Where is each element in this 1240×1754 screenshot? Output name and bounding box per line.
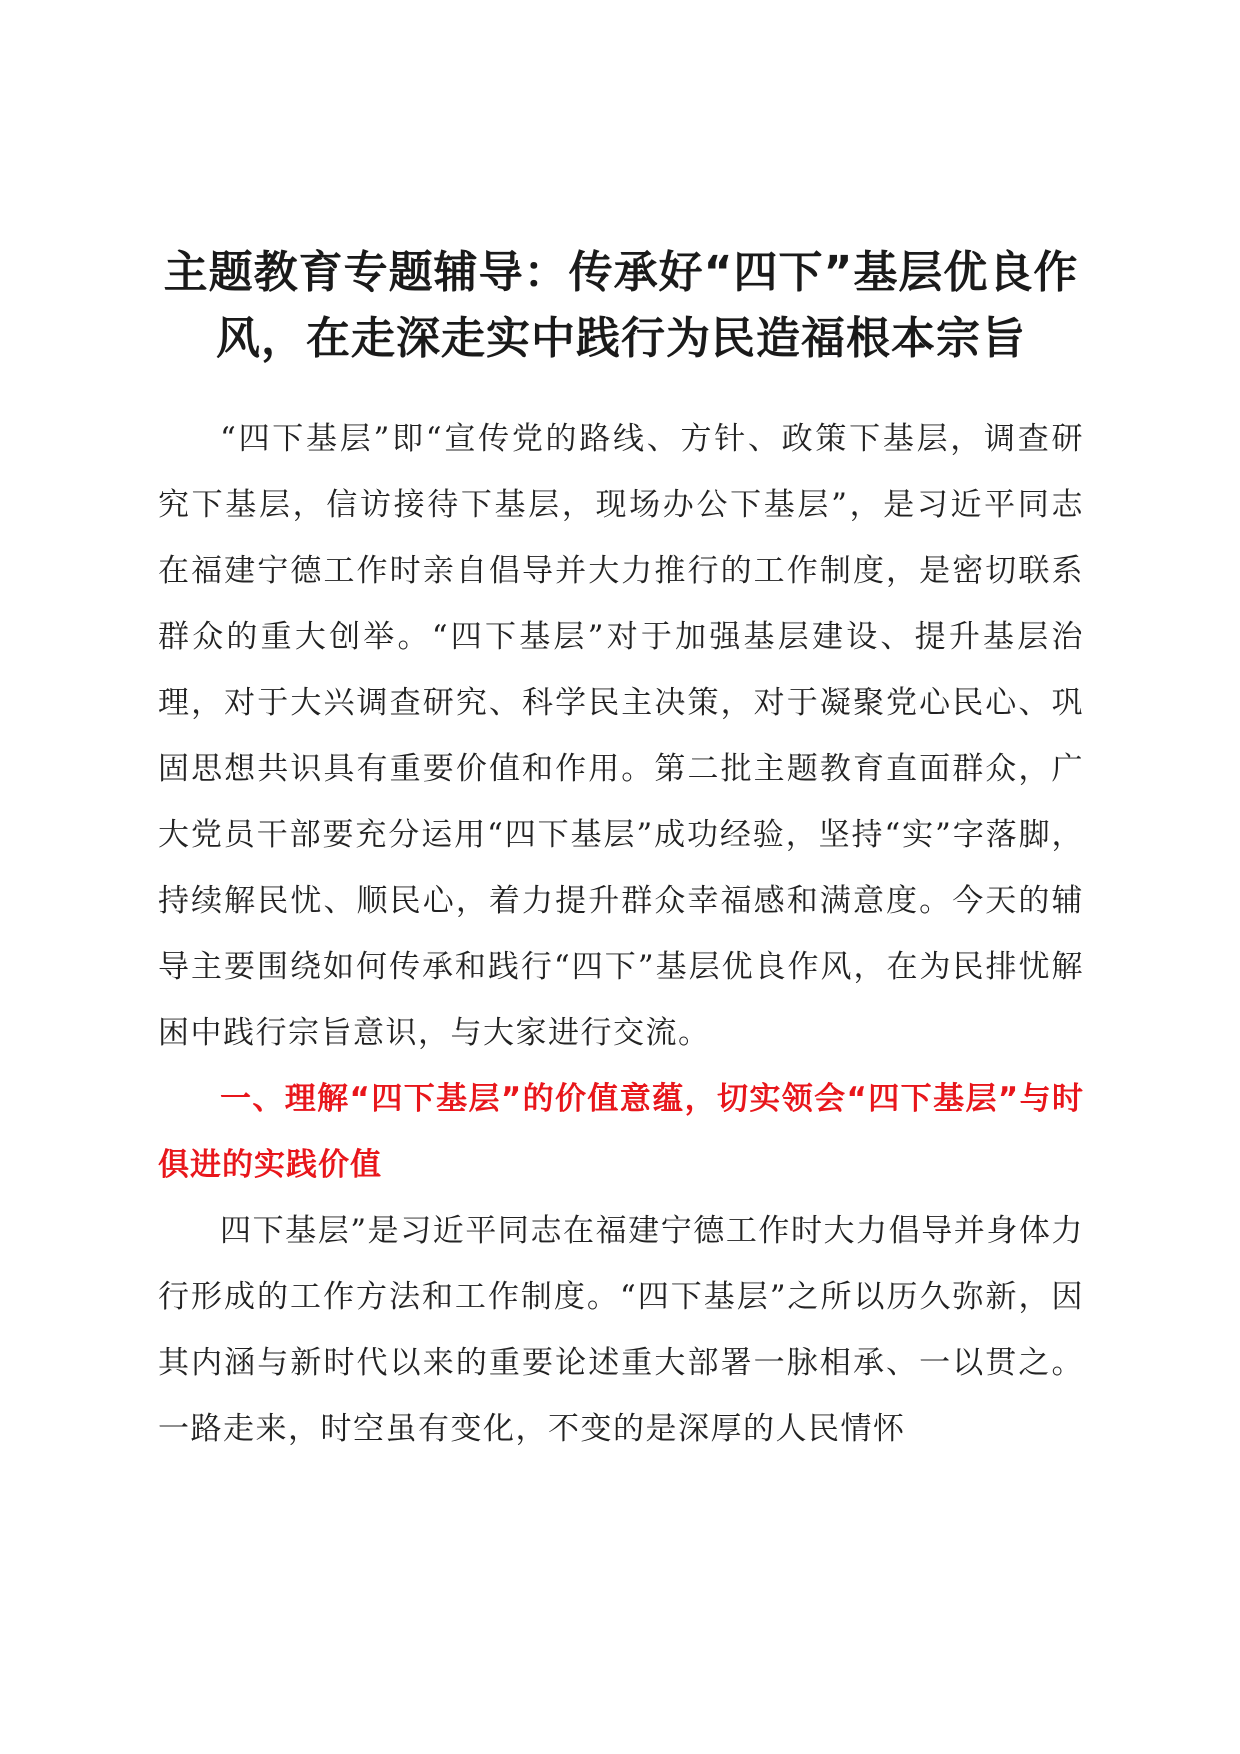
document-body — [158, 240, 1084, 1462]
intro-paragraph: “四下基层”即“宣传党的路线、方针、政策下基层，调查研究下基层，信访接待下基层，现场办公下基层”，是习近平同志在福建宁德工作时亲自倡导并大力推行的工作制度，是密切联系群众的重大创举。“四下基层”对于加强基层建设、提升基层治理，对于大兴调查研究、科学民主决策，对于凝聚党心民心、巩固思想共识具有重要价值和作用。第二批主题教育直面群众，广大党员干部要充分运用“四下基层”成功经验，坚持“实”字落脚，持续解民忧、顺民心，着力提升群众幸福感和满意度。今天的辅导主要围绕如何传承和践行“四下”基层优良作风，在为民排忧解困中践行宗旨意识，与大家进行交流。 — [158, 421, 1084, 1051]
document-title: 主题教育专题辅导：传承好“四下”基层优良作风，在走深走实中践行为民造福根本宗旨 — [163, 247, 1079, 364]
section-1-paragraph: 四下基层”是习近平同志在福建宁德工作时大力倡导并身体力行形成的工作方法和工作制度。“四下基层”之所以历久弥新，因其内涵与新时代以来的重要论述重大部署一脉相承、一以贯之。一路走来，时空虽有变化，不变的是深厚的人民情怀 — [158, 1213, 1084, 1447]
section-1-heading: 一、理解“四下基层”的价值意蕴，切实领会“四下基层”与时俱进的实践价值 — [158, 1081, 1084, 1183]
